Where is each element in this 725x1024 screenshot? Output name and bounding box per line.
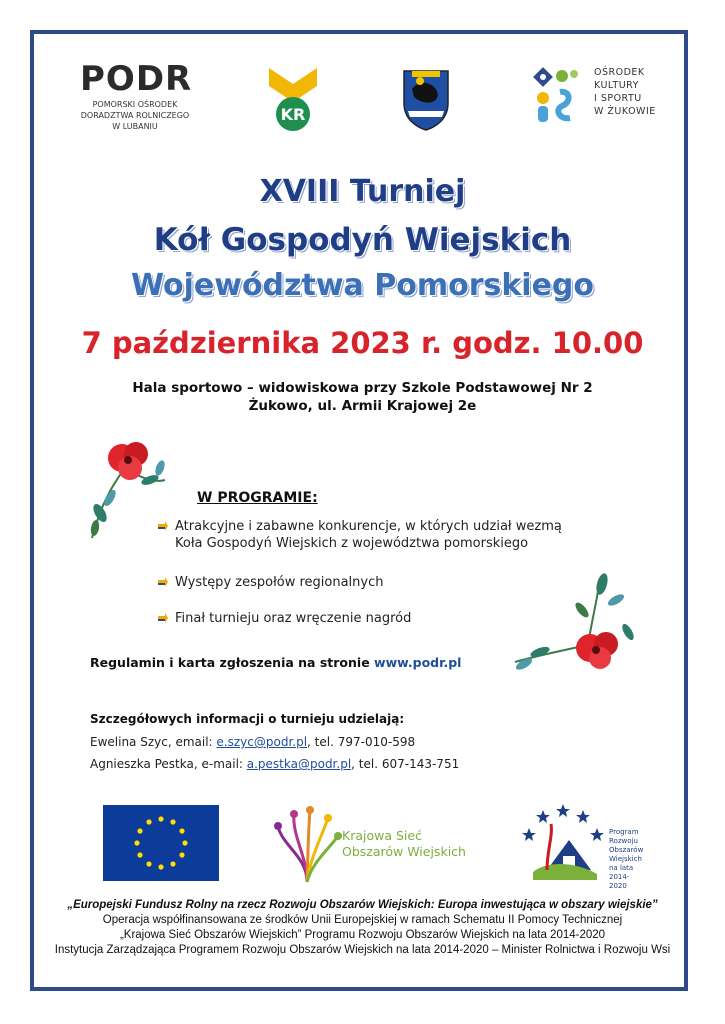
podr-sub-line: W LUBANIU (112, 122, 158, 131)
contact-phone: , tel. 607-143-751 (351, 757, 460, 771)
ksow-line: Obszarów Wiejskich (342, 844, 466, 859)
program-item-line: Koła Gospodyń Wiejskich z województwa pomorskiego (175, 536, 529, 551)
zukowo-coat-of-arms (398, 67, 454, 133)
podr-sub-line: POMORSKI OŚRODEK (92, 100, 178, 109)
podr-sub-line: DORADZTWA ROLNICZEGO (80, 111, 190, 120)
prow-line: na lata 2014-2020 (609, 864, 634, 890)
program-item (157, 574, 384, 591)
podr-logo-word: PODR (80, 59, 193, 99)
program-item-line: Atrakcyjne i zabawne konkurencje, w których udział wezmą (175, 519, 562, 534)
program-item-line: Występy zespołów regionalnych (175, 575, 384, 590)
footer-line-2: Operacja współfinansowana ze środków Unii Europejskiej w ramach Schematu II Pomocy Technicznej (102, 914, 623, 926)
bullet-arrow-icon (157, 612, 169, 629)
eu-flag (103, 805, 219, 881)
info-heading: Szczegółowych informacji o turnieju udzielają: (90, 712, 405, 726)
prow-line: Program (609, 828, 639, 836)
okis-line: I SPORTU (594, 93, 642, 104)
program-item (157, 610, 411, 627)
program-heading-colon: : (312, 490, 318, 506)
prow-line: Rozwoju (609, 837, 638, 845)
contact-name: Ewelina Szyc, email: (90, 735, 217, 749)
podr-website-link[interactable]: www.podr.pl (374, 655, 462, 670)
ksow-logo (272, 806, 482, 884)
ksow-line: Krajowa Sieć (342, 828, 422, 843)
title-line-3: Województwa Pomorskiego (130, 268, 595, 303)
contact-row (90, 735, 415, 749)
ksow-logo-text (342, 828, 466, 860)
footer-line-4: Instytucja Zarządzająca Programem Rozwoju Obszarów Wiejskich na lata 2014-2020 – Minister Rolnictwa i Rozwoju Wsi (54, 944, 671, 956)
prow-logo (517, 800, 647, 890)
okis-logo (530, 62, 660, 128)
kr-logo (265, 64, 321, 134)
prow-logo-text (609, 828, 647, 891)
program-heading-text: W PROGRAMIE (197, 490, 313, 506)
footer-line-1: „Europejski Fundusz Rolny na rzecz Rozwoju Obszarów Wiejskich: Europa inwestująca w obszary wiejskie” (67, 899, 658, 911)
okis-line: W ŻUKOWIE (594, 106, 656, 117)
regulations-line (90, 655, 461, 670)
event-date: 7 października 2023 r. godz. 10.00 (81, 326, 644, 360)
venue-line-1: Hala sportowo – widowiskowa przy Szkole Podstawowej Nr 2 (132, 380, 593, 396)
bullet-arrow-icon (157, 576, 169, 593)
contact-email-link[interactable]: e.szyc@podr.pl (216, 735, 308, 749)
program-item (157, 518, 562, 552)
venue (0, 379, 725, 415)
kr-logo-text: KR (280, 105, 306, 124)
regulations-text: Regulamin i karta zgłoszenia na stronie (90, 655, 375, 670)
okis-line: OŚRODEK (594, 67, 645, 78)
footer-line-3: „Krajowa Sieć Obszarów Wiejskich” Programu Rozwoju Obszarów Wiejskich na lata 2014-2020 (119, 929, 606, 941)
flower-decoration-right (510, 570, 640, 680)
program-heading (197, 490, 318, 506)
title-line-2: Kół Gospodyń Wiejskich (153, 222, 572, 258)
title-line-1: XVIII Turniej (259, 174, 466, 209)
program-item-line: Finał turnieju oraz wręczenie nagród (175, 611, 412, 626)
okis-line: KULTURY (594, 80, 639, 91)
podr-logo-subtitle (80, 99, 190, 132)
bullet-arrow-icon (157, 520, 169, 537)
prow-line: Obszarów (609, 846, 644, 854)
contact-email-link[interactable]: a.pestka@podr.pl (246, 757, 352, 771)
contact-phone: , tel. 797-010-598 (307, 735, 416, 749)
venue-line-2: Żukowo, ul. Armii Krajowej 2e (248, 398, 477, 414)
contact-name: Agnieszka Pestka, e-mail: (90, 757, 247, 771)
prow-line: Wiejskich (609, 855, 642, 863)
okis-logo-text (594, 66, 656, 118)
contact-row (90, 757, 459, 771)
podr-logo (80, 59, 193, 132)
